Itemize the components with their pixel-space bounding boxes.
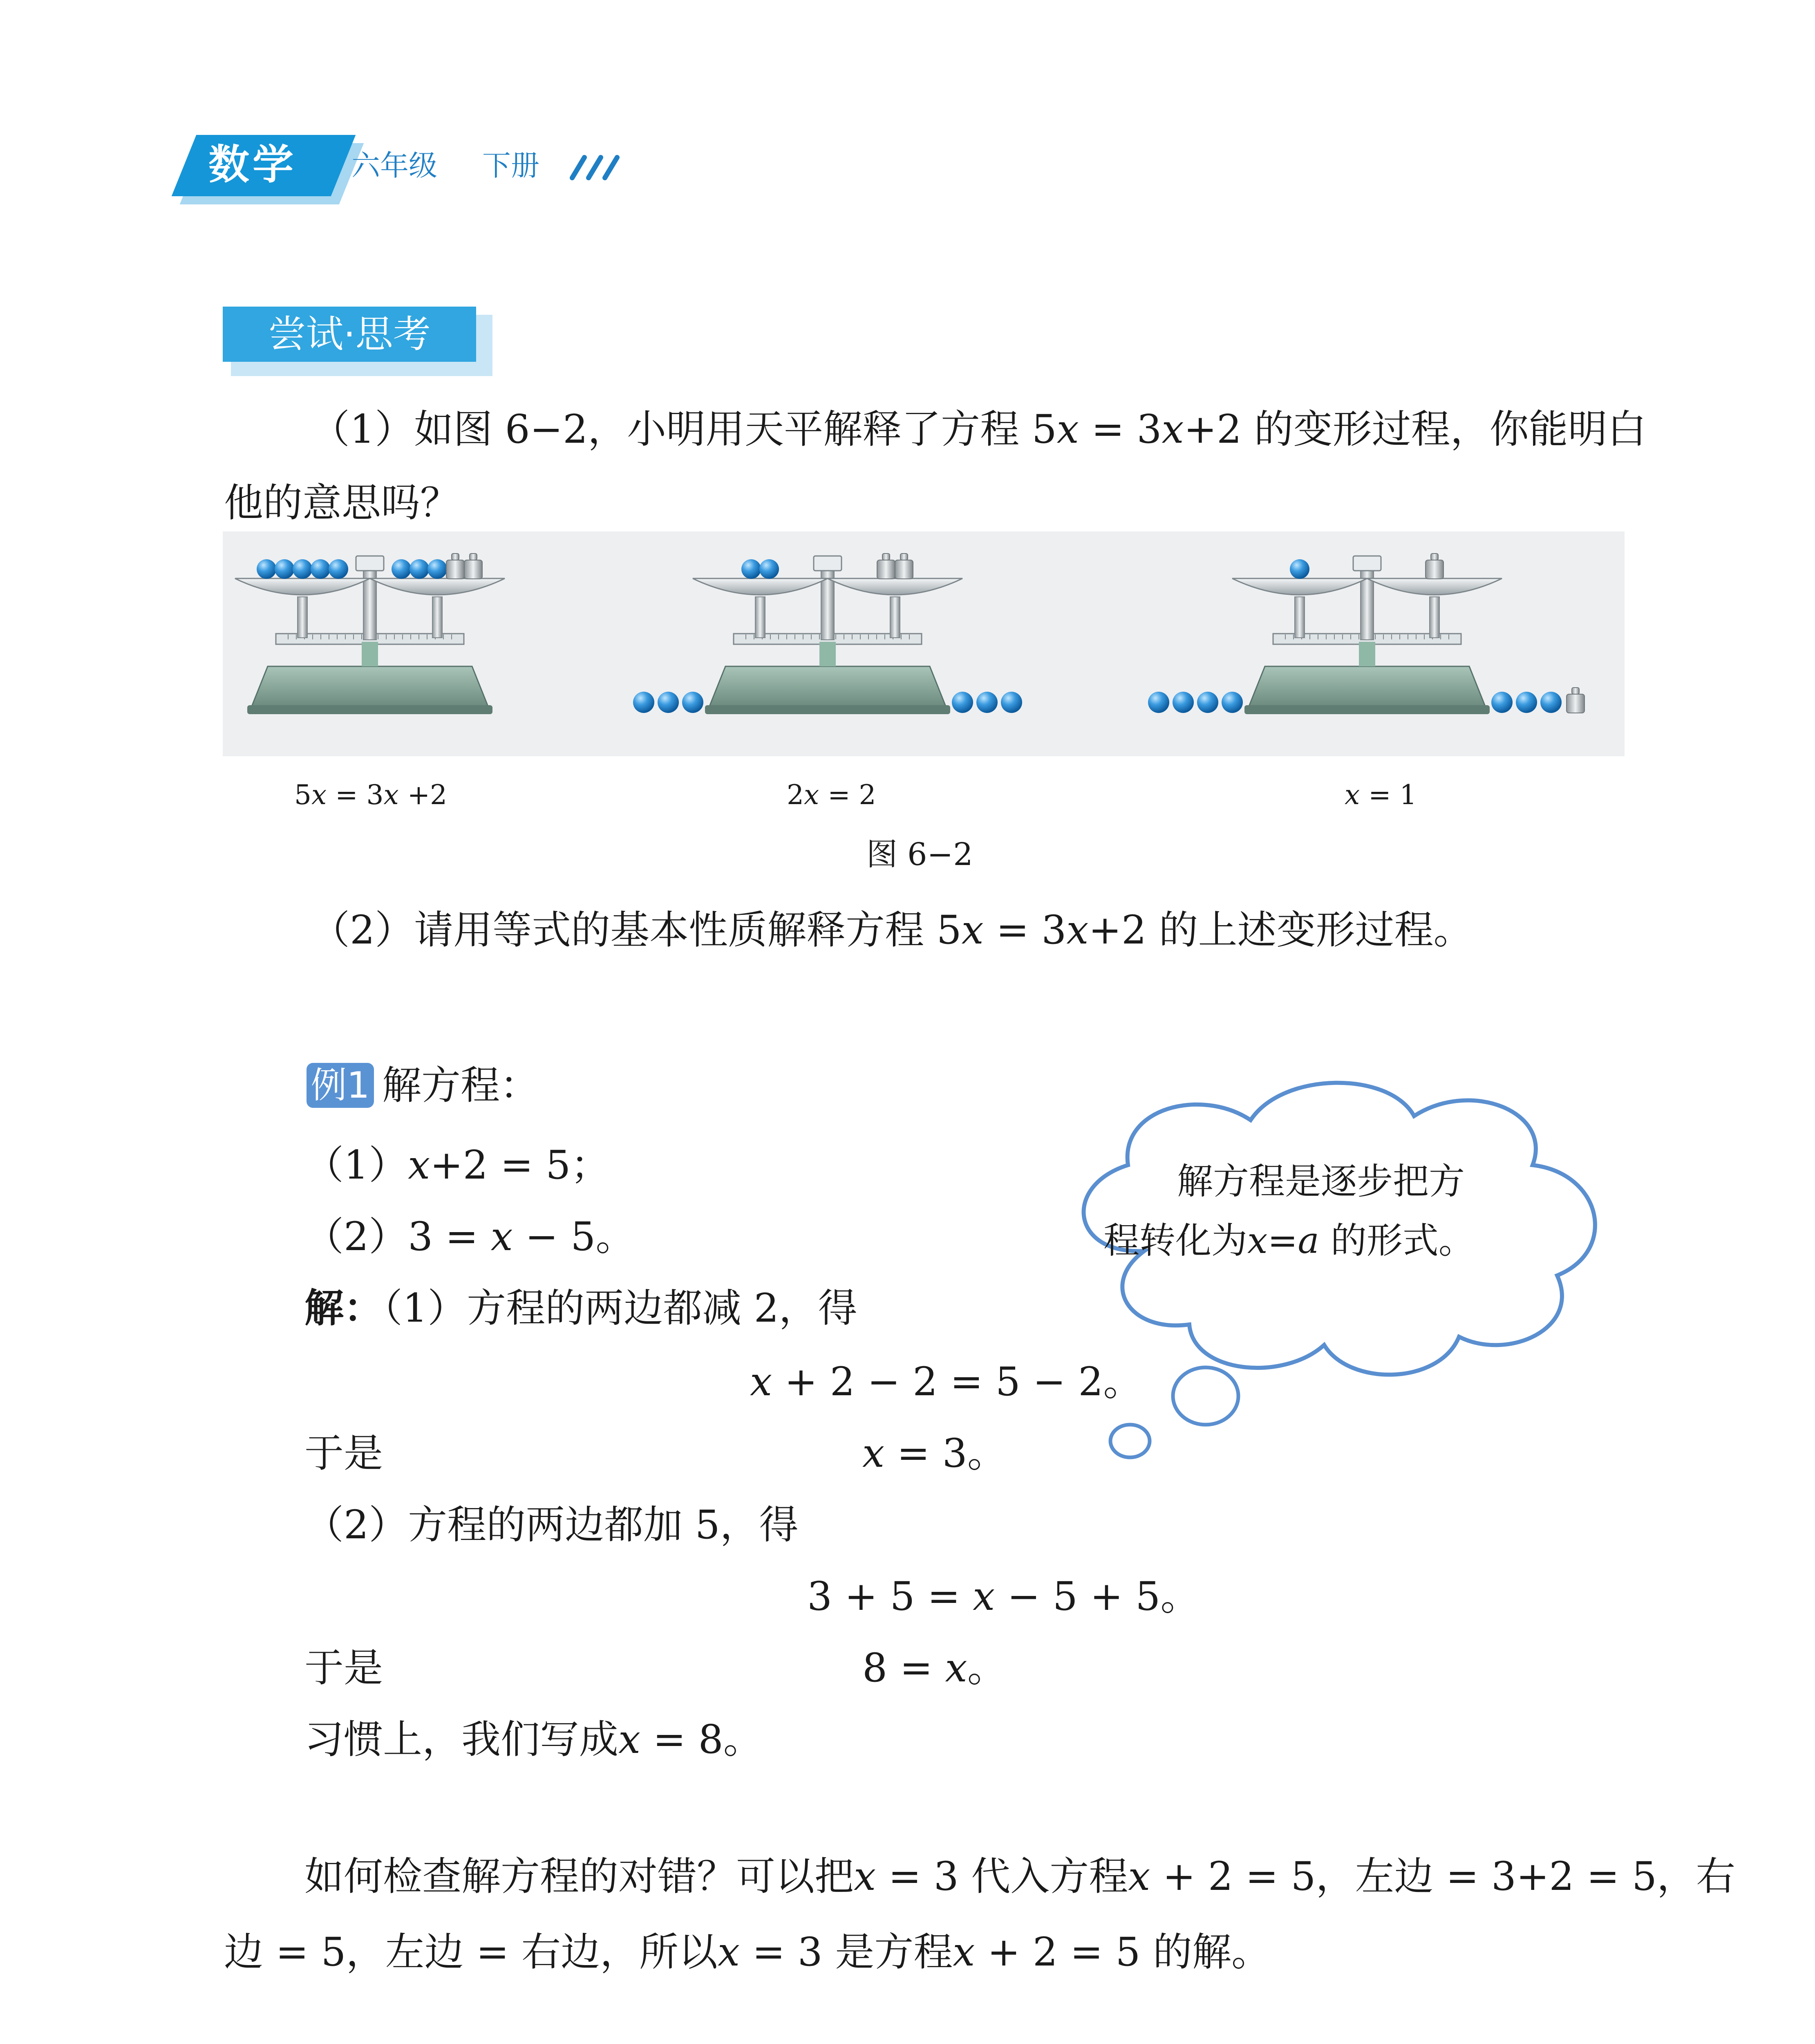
- ball: [976, 692, 998, 713]
- weight-knob: [882, 554, 890, 560]
- scale-base: [1249, 666, 1486, 707]
- weight: [895, 560, 913, 579]
- scale-column: [819, 642, 836, 666]
- weight: [1426, 560, 1443, 579]
- scale-pan: [693, 578, 828, 595]
- ball: [427, 559, 447, 579]
- example-title: 解方程：: [382, 1062, 539, 1108]
- check-line-2: 边 = 5，左边 = 右边，所以x = 3 是方程x + 2 = 5 的解。: [224, 1929, 1271, 1975]
- bubble-line-2: 程转化为x=a 的形式。: [1103, 1219, 1475, 1262]
- ball: [658, 692, 679, 713]
- ball: [759, 559, 779, 579]
- weight-knob: [470, 554, 477, 560]
- ball: [1173, 692, 1194, 713]
- pan-stem: [1295, 597, 1305, 638]
- ball: [741, 559, 761, 579]
- scale-pan: [235, 578, 370, 595]
- ball: [329, 559, 348, 579]
- bubble-line-1: 解方程是逐步把方: [1177, 1160, 1465, 1202]
- example-item-1: （1）x+2 = 5；: [304, 1142, 610, 1188]
- scale-top: [1353, 556, 1381, 571]
- check-line-1: 如何检查解方程的对错？可以把x = 3 代入方程x + 2 = 5，左边 = 3+2 = 5，右: [304, 1853, 1736, 1899]
- ball: [293, 559, 312, 579]
- scale-top: [356, 556, 384, 571]
- balance-scale-1: [235, 554, 505, 714]
- scale-pan: [1367, 578, 1502, 595]
- section-title: 尝试·思考: [268, 312, 431, 356]
- ball: [1148, 692, 1169, 713]
- weight: [446, 560, 464, 579]
- thought-bubble: [1038, 1063, 1627, 1472]
- header-volume: 下册: [482, 149, 539, 182]
- scale-base-foot: [247, 705, 492, 714]
- scale-column: [1359, 642, 1375, 666]
- example-badge-label: 例1: [311, 1064, 370, 1106]
- thus-label-2: 于是: [304, 1645, 383, 1691]
- ball: [410, 559, 429, 579]
- scale-pan: [1232, 578, 1367, 595]
- pan-stem: [1430, 597, 1439, 638]
- balance-scale-3: [1148, 554, 1584, 714]
- pan-stem: [755, 597, 765, 638]
- header-grade: 六年级: [351, 149, 437, 182]
- header-subject: 数学: [208, 141, 297, 188]
- solution-result-2: 8 = x。: [862, 1645, 1007, 1691]
- thus-label-1: 于是: [304, 1430, 383, 1476]
- ball: [275, 559, 294, 579]
- scale-base: [251, 666, 488, 707]
- ball: [952, 692, 973, 713]
- pan-stem: [298, 597, 307, 638]
- weight: [464, 560, 482, 579]
- weight-knob: [1572, 688, 1579, 694]
- pan-stem: [890, 597, 900, 638]
- weight-knob: [452, 554, 459, 560]
- ball: [1491, 692, 1513, 713]
- example-item-2: （2）3 = x − 5。: [304, 1214, 635, 1260]
- scale-pan: [828, 578, 962, 595]
- problem-2: （2）请用等式的基本性质解释方程 5x = 3x+2 的上述变形过程。: [311, 907, 1473, 953]
- solution-step-1: 解：（1）方程的两边都减 2，得: [304, 1285, 857, 1331]
- ball: [392, 559, 411, 579]
- weight-knob: [900, 554, 908, 560]
- figure-label-2: 2x = 2: [787, 779, 876, 811]
- ball: [1197, 692, 1218, 713]
- scale-base-foot: [1244, 705, 1490, 714]
- figure-balance-scales: [223, 531, 1625, 756]
- ball: [682, 692, 703, 713]
- solution-equation-1: x + 2 − 2 = 5 − 2。: [750, 1359, 1143, 1405]
- figure-label-3: x = 1: [1345, 779, 1417, 811]
- scale-base-foot: [705, 705, 950, 714]
- ball: [1540, 692, 1562, 713]
- problem-1-line-2: 他的意思吗？: [224, 480, 459, 526]
- pan-stem: [432, 597, 442, 638]
- ball: [311, 559, 330, 579]
- solution-step-2: （2）方程的两边都加 5，得: [304, 1502, 799, 1548]
- scale-top: [814, 556, 841, 571]
- ball: [1516, 692, 1537, 713]
- scale-column: [362, 642, 378, 666]
- balance-scale-2: [633, 554, 1022, 714]
- ball: [257, 559, 276, 579]
- weight: [1567, 694, 1584, 713]
- scale-pan: [370, 578, 505, 595]
- scale-base: [709, 666, 946, 707]
- weight-knob: [1431, 554, 1438, 560]
- convention-note: 习惯上，我们写成x = 8。: [304, 1717, 763, 1762]
- solution-result-1: x = 3。: [862, 1430, 1007, 1476]
- ball: [1222, 692, 1243, 713]
- header-slash-decoration: [564, 153, 625, 182]
- ball: [1290, 559, 1309, 579]
- weight: [877, 560, 895, 579]
- figure-caption: 图 6−2: [866, 836, 973, 872]
- figure-label-1: 5x = 3x +2: [294, 779, 448, 811]
- problem-1-line-1: （1）如图 6−2，小明用天平解释了方程 5x = 3x+2 的变形过程，你能明白: [311, 406, 1647, 452]
- ball: [633, 692, 654, 713]
- ball: [1001, 692, 1022, 713]
- solution-equation-2: 3 + 5 = x − 5 + 5。: [807, 1573, 1200, 1619]
